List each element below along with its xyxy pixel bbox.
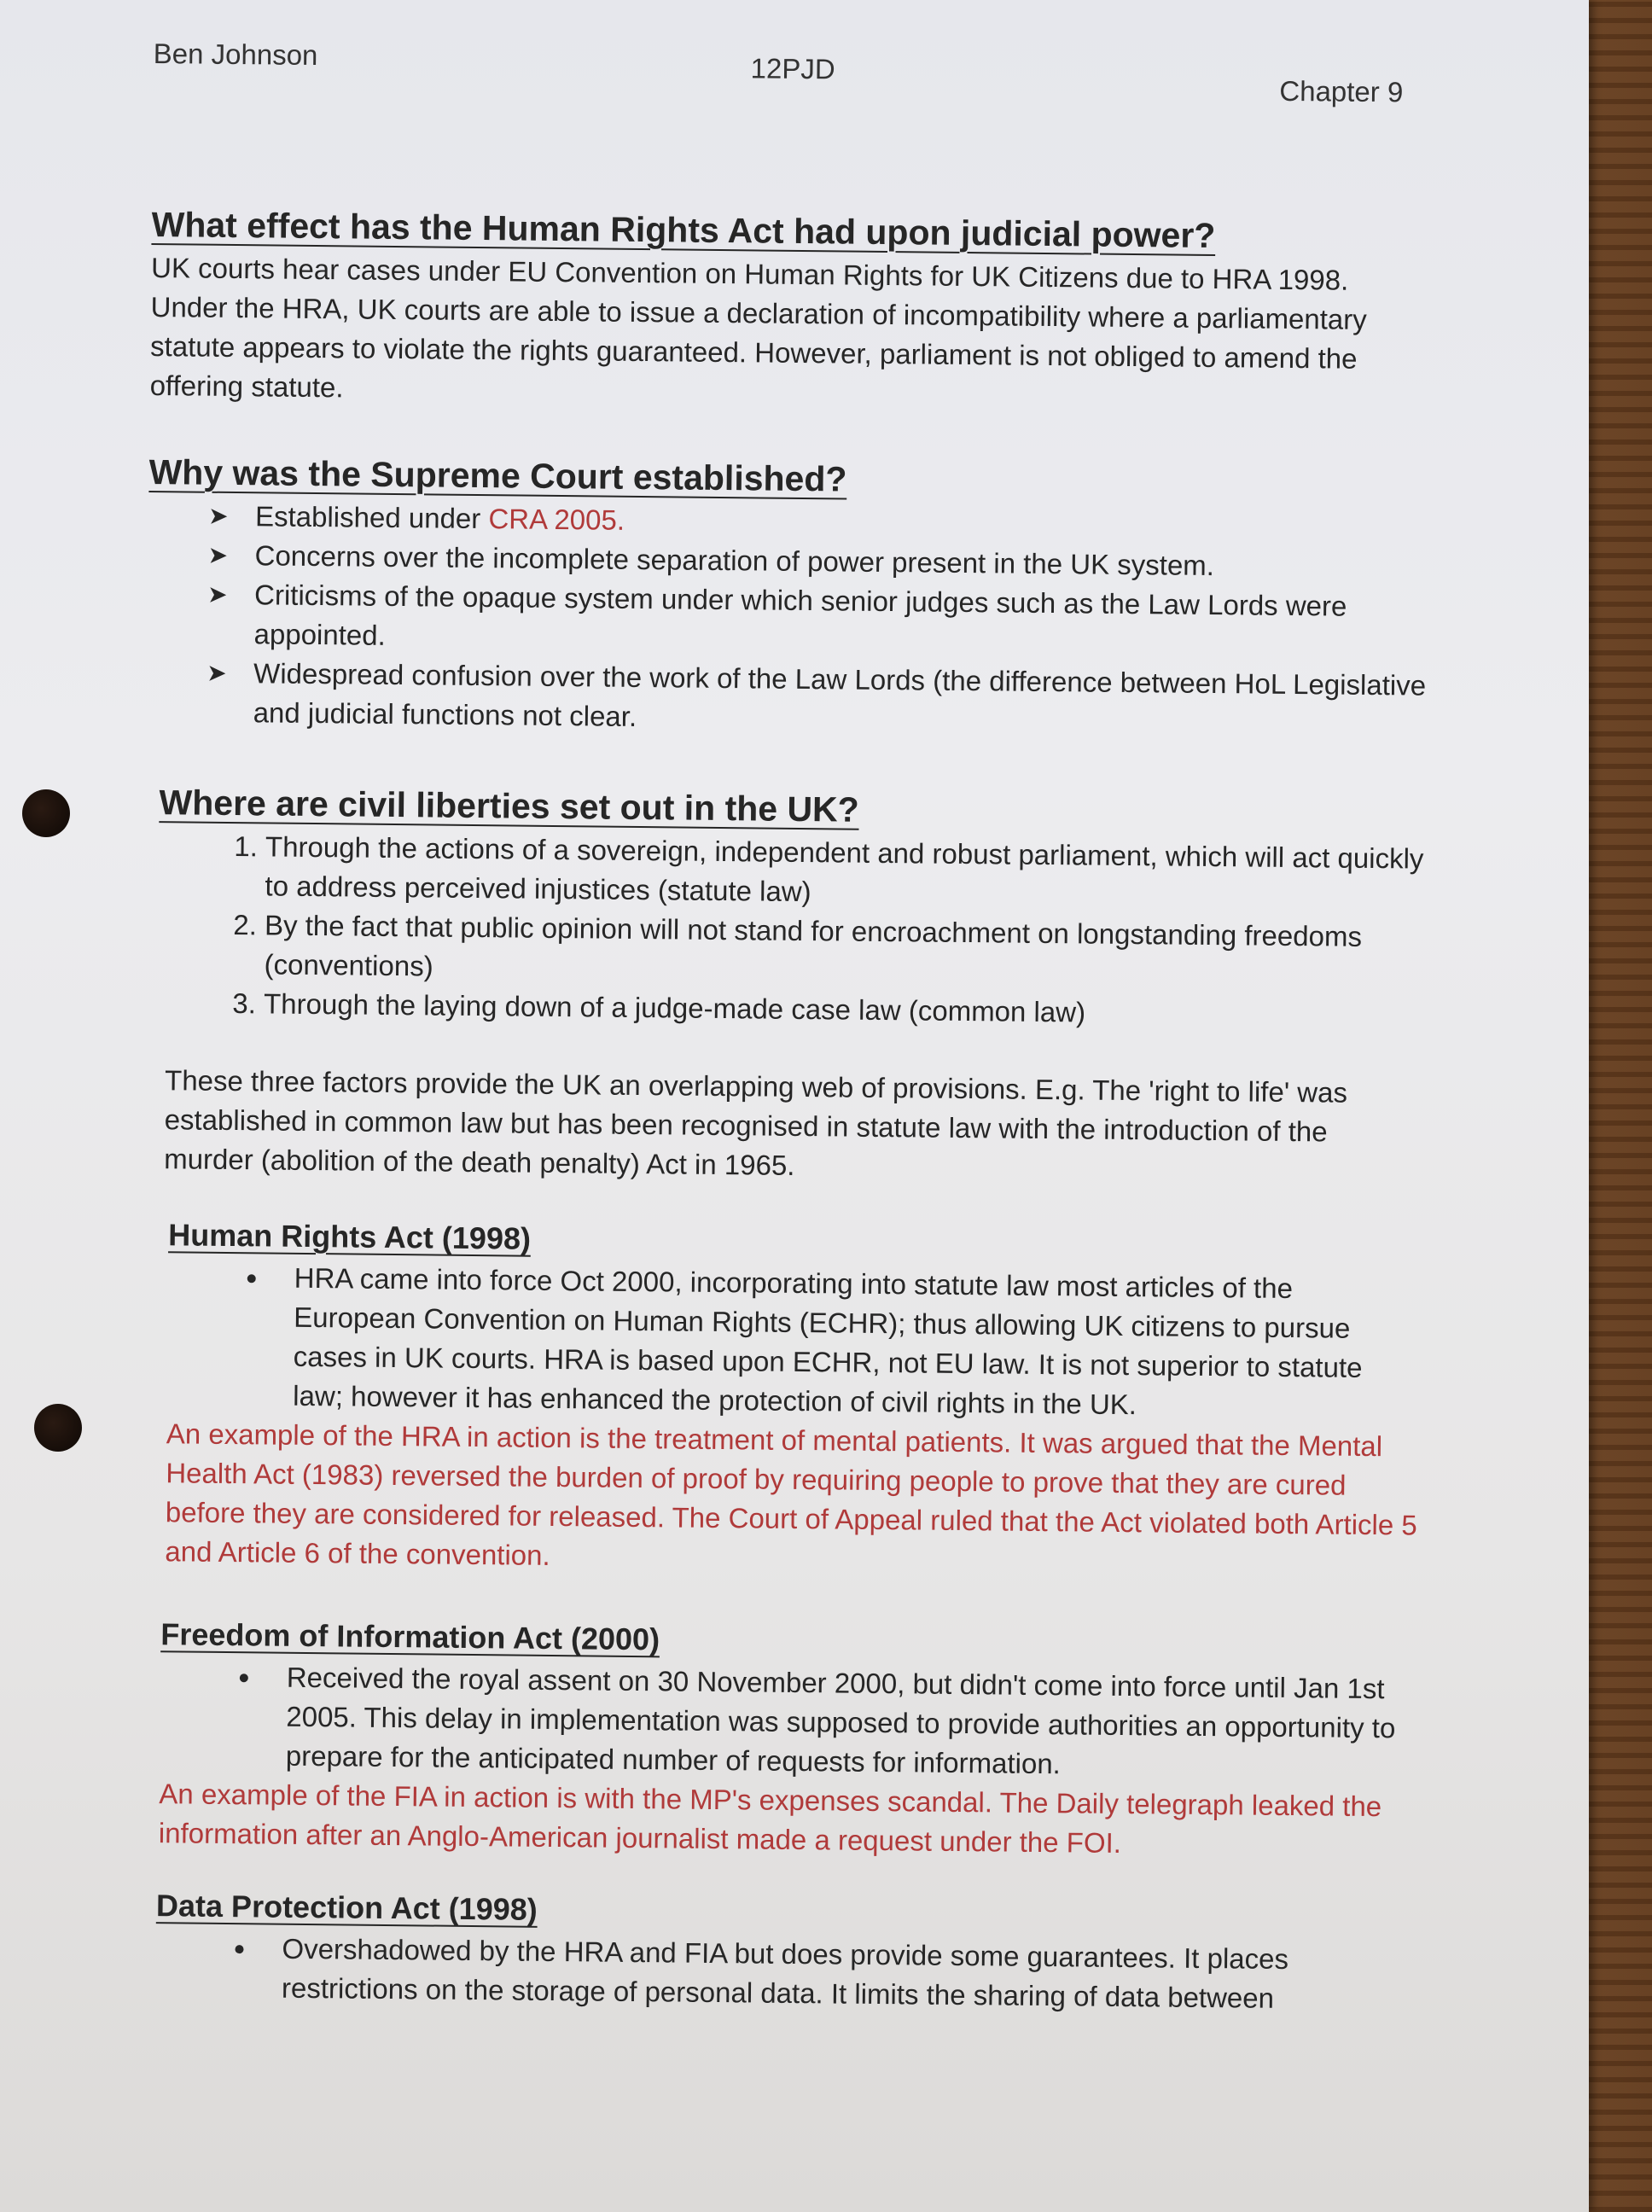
author-name: Ben Johnson	[153, 37, 318, 72]
arrow-bullet-icon: ➤	[206, 659, 227, 686]
list-item: 2. By the fact that public opinion will not stand for encroachment on longstanding freedoms (conventions)	[264, 905, 1424, 996]
bullet-list	[160, 1656, 1416, 1787]
list-item-text: Concerns over the incomplete separation of power present in the UK system.	[254, 539, 1215, 582]
section-heading: Where are civil liberties set out in the UK?	[159, 783, 859, 830]
numbered-list	[157, 826, 1425, 1036]
list-item: 3. Through the laying down of a judge-made case law (common law)	[264, 984, 1423, 1035]
section-data-protection-act	[133, 1883, 1414, 2020]
list-item: 1. Through the actions of a sovereign, independent and robust parliament, which will act quickly to address perceived injustices (statute law)	[265, 827, 1425, 917]
section-body: UK courts hear cases under EU Convention on Human Rights for UK Citizens due to HRA 1998. Under the HRA, UK courts are able to issue a declaration of incompatibility where a parliamentary statute appears to violate the rights guaranteed. However, parliament is not obliged to amend the offering statute.	[149, 251, 1367, 404]
punch-hole-top	[22, 789, 70, 837]
page-header	[153, 34, 1434, 150]
punch-hole-bottom	[34, 1404, 82, 1452]
list-item	[206, 654, 1427, 745]
bullet-list	[166, 1257, 1421, 1427]
wooden-desk-background	[1584, 0, 1652, 2212]
page-content	[133, 34, 1434, 2020]
arrow-bullet-icon: ➤	[206, 580, 228, 608]
class-code: 12PJD	[750, 52, 835, 85]
list-item: • Received the royal assent on 30 November 2000, but didn't come into force until Jan 1st 2005. This delay in implementation was supposed to provide authorities an opportunity to prepare for the anticipated number of requests for information.	[262, 1657, 1416, 1787]
subsection-heading: Freedom of Information Act (2000)	[160, 1616, 660, 1657]
bullet-list	[155, 1928, 1414, 2019]
example-note: An example of the HRA in action is the treatment of mental patients. It was argued that the Mental Health Act (1983) reversed the burden of proof by requiring people to prove that they are cured before they are considered for released. The Court of Appeal ruled that the Act violated both Article 5 and Article 6 of the convention.	[165, 1417, 1417, 1571]
arrow-bullet-icon: ➤	[207, 541, 229, 568]
arrow-list	[146, 496, 1428, 745]
section-heading: What effect has the Human Rights Act had upon judicial power?	[151, 204, 1216, 256]
list-item-text: Widespread confusion over the work of the Law Lords (the difference between HoL Legislative and judicial functions not clear.	[253, 657, 1427, 732]
list-item	[206, 575, 1428, 667]
section-freedom-of-information-act	[135, 1612, 1417, 1866]
section-hra-judicial-power	[149, 201, 1431, 419]
list-item-text: Established under	[254, 500, 489, 535]
subsection-heading: Human Rights Act (1998)	[168, 1217, 532, 1256]
list-item-text: Criticisms of the opaque system under which senior judges such as the Law Lords were appointed.	[253, 579, 1347, 651]
list-item: • Overshadowed by the HRA and FIA but does provide some guarantees. It places restrictions on the storage of personal data. It limits the sharing of data between	[258, 1929, 1414, 2019]
example-note: An example of the FIA in action is with the MP's expenses scandal. The Daily telegraph leaked the information after an Anglo-American journalist made a request under the FOI.	[158, 1778, 1382, 1859]
section-civil-liberties	[143, 778, 1426, 1036]
subsection-heading: Data Protection Act (1998)	[155, 1888, 538, 1927]
section-supreme-court	[146, 448, 1428, 745]
arrow-bullet-icon: ➤	[207, 502, 229, 529]
chapter-label: Chapter 9	[1279, 74, 1404, 108]
section-heading: Why was the Supreme Court established?	[148, 451, 847, 499]
overlapping-web-paragraph: These three factors provide the UK an overlapping web of provisions. E.g. The 'right to life' was established in common law but has been recognised in statute law with the introduction of the murder (abolition of the death penalty) Act in 1965.	[164, 1064, 1348, 1181]
list-item: • HRA came into force Oct 2000, incorporating into statute law most articles of the European Convention on Human Rights (ECHR); thus allowing UK citizens to pursue cases in UK courts. HRA is based upon ECHR, not EU law. It is not superior to statute law; however it has enhanced the protection of civil rights in the UK.	[269, 1259, 1421, 1428]
section-human-rights-act	[137, 1213, 1421, 1585]
list-item-red-text: CRA 2005.	[488, 503, 625, 536]
